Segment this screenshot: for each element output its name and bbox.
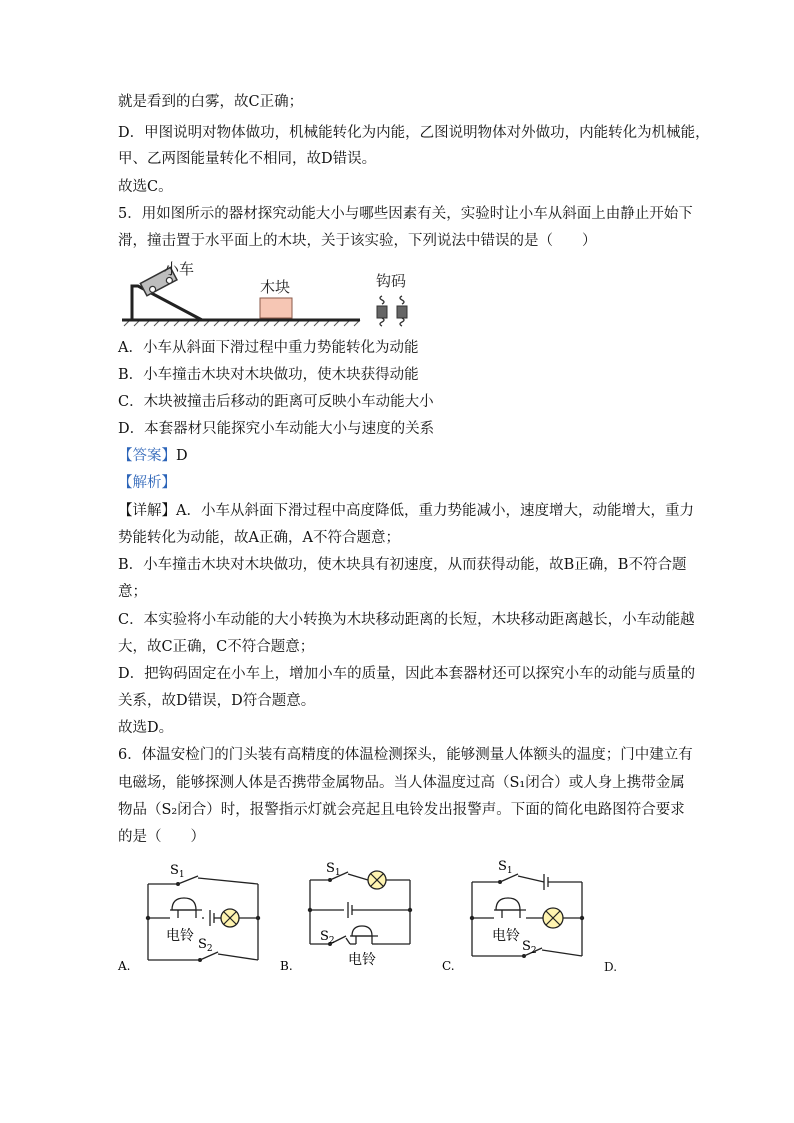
label-s1: $S_1$: [170, 863, 185, 880]
question-5-stem: 滑，撞击置于水平面上的木块，关于该实验，下列说法中错误的是（ ）: [118, 233, 597, 249]
text-line: D．甲图说明对物体做功，机械能转化为内能，乙图说明物体对外做功，内能转化为机械能，: [118, 125, 710, 141]
answer-value: D: [176, 448, 188, 464]
text-line: 故选D。: [118, 720, 174, 736]
label-bell: 电铃: [492, 928, 520, 944]
text-line: 意；: [118, 584, 147, 600]
question-5-stem: 5．用如图所示的器材探究动能大小与哪些因素有关，实验时让小车从斜面上由静止开始下: [118, 206, 693, 222]
text-line: 故选C。: [118, 179, 173, 195]
wooden-block: [260, 298, 292, 318]
figure-incline-experiment: [118, 258, 418, 330]
circuit-a: [118, 856, 268, 974]
label-block: 木块: [260, 278, 291, 296]
text-line: 势能转化为动能，故A正确，A不符合题意；: [118, 530, 400, 546]
answer-line: [118, 446, 188, 466]
text-line: D．把钩码固定在小车上，增加小车的质量，因此本套器材还可以探究小车的动能与质量的: [118, 666, 696, 682]
circuit-c: [442, 856, 592, 974]
text-line: 关系，故D错误，D符合题意。: [118, 693, 316, 709]
label-s1: $S_1$: [498, 859, 513, 876]
text-line: 甲、乙两图能量转化不相同，故D错误。: [118, 151, 377, 167]
label-s2: $S_2$: [522, 939, 537, 956]
text-line: 大，故C正确，C不符合题意；: [118, 639, 315, 655]
answer-tag: 【答案】: [118, 448, 176, 464]
option-label-d: D.: [604, 960, 618, 974]
option-a: A．小车从斜面下滑过程中重力势能转化为动能: [118, 340, 419, 356]
label-s2: $S_2$: [320, 929, 335, 946]
detail-line: [118, 501, 694, 521]
option-label-a: A.: [118, 959, 131, 973]
label-bell: 电铃: [166, 928, 194, 944]
text-line: 就是看到的白雾，故C正确；: [118, 94, 304, 110]
incline-ramp: [132, 286, 202, 320]
text-line: B．小车撞击木块对木块做功，使木块具有初速度，从而获得动能，故B正确，B不符合题: [118, 557, 687, 573]
question-6-stem: 的是（ ）: [118, 829, 205, 845]
hook-weight-icon: [397, 296, 407, 326]
option-label-b: B.: [280, 959, 293, 973]
label-weights: 钩码: [376, 272, 407, 290]
detail-tag: 【详解】: [118, 503, 176, 519]
question-6-stem: 6．体温安检门的门头装有高精度的体温检测探头，能够测量人体额头的温度；门中建立有: [118, 747, 693, 763]
option-c: C．木块被撞击后移动的距离可反映小车动能大小: [118, 394, 434, 410]
label-s1: $S_1$: [326, 861, 341, 878]
question-6-stem: 物品（S₂闭合）时，报警指示灯就会亮起且电铃发出报警声。下面的简化电路图符合要求: [118, 802, 685, 818]
option-b: B．小车撞击木块对木块做功，使木块获得动能: [118, 367, 419, 383]
circuit-b: [280, 856, 430, 974]
bell-icon: [172, 898, 196, 910]
hook-weight-icon: [377, 296, 387, 326]
label-s2: $S_2$: [198, 937, 213, 954]
question-6-stem: 电磁场，能够探测人体是否携带金属物品。当人体温度过高（S₁闭合）或人身上携带金属: [118, 775, 685, 791]
option-d: D．本套器材只能探究小车动能大小与速度的关系: [118, 421, 435, 437]
text-line: C．本实验将小车动能的大小转换为木块移动距离的长短，木块移动距离越长，小车动能越: [118, 612, 695, 628]
detail-text: A．小车从斜面下滑过程中高度降低，重力势能减小，速度增大，动能增大，重力: [176, 503, 694, 519]
option-label-c: C.: [442, 959, 455, 973]
label-car: 小车: [164, 260, 195, 278]
bell-icon: [352, 926, 372, 936]
bell-icon: [496, 898, 520, 910]
label-bell: 电铃: [348, 952, 376, 968]
analysis-tag: 【解析】: [118, 475, 176, 491]
